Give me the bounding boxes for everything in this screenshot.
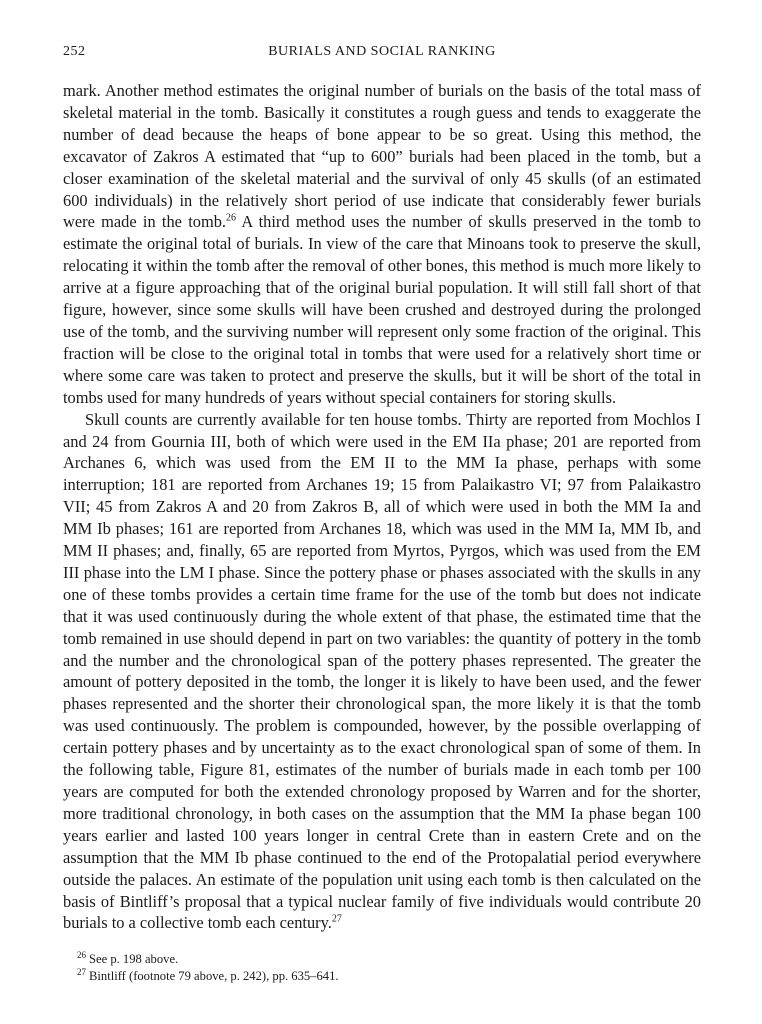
footnote-27	[77, 968, 701, 985]
paragraph-1	[63, 80, 701, 409]
body-text	[63, 80, 701, 934]
running-head	[63, 44, 701, 66]
paragraph-text: mark. Another method estimates the original number of burials on the basis of the total mass of skeletal material in the tomb. Basically it constitutes a rough guess and tends to exaggerate the number of dead because the heaps of bone appear to be so great. Using this method, the excavator of Zakros A estimated that “up to 600” burials had been placed in the tomb, but a closer examination of the skeletal material and the survival of only 45 skulls (of an estimated 600 individuals) in the relatively short period of use indicate that considerably fewer burials were made in the tomb.	[63, 81, 701, 232]
footnote-mark: 27	[77, 967, 86, 978]
page-number: 252	[63, 44, 86, 59]
footnote-ref-26: 26	[226, 212, 237, 224]
footnote-mark: 26	[77, 950, 86, 961]
running-title: BURIALS AND SOCIAL RANKING	[268, 44, 496, 59]
footnote-text: Bintliff (footnote 79 above, p. 242), pp. 635–641.	[89, 969, 339, 984]
paragraph-2	[63, 409, 701, 935]
footnotes	[63, 951, 701, 985]
page	[63, 44, 701, 985]
footnote-26	[77, 951, 701, 968]
footnote-text: See p. 198 above.	[89, 952, 179, 967]
paragraph-text: Skull counts are currently available for ten house tombs. Thirty are reported from Mochlos I and 24 from Gournia III, both of which were used in the EM IIa phase; 201 are reported from Archanes 6, which was used from the EM II to the MM Ia phase, perhaps with some interruption; 181 are reported from Archanes 19; 15 from Palaikastro VI; 97 from Palaikastro VII; 45 from Zakros A and 20 from Zakros B, all of which were used in both the MM Ia and MM Ib phases; 161 are reported from Archanes 18, which was used in the MM Ia, MM Ib, and MM II phases; and, finally, 65 are reported from Myrtos, Pyrgos, which was used from the EM III phase into the LM I phase. Since the pottery phase or phases associated with the skulls in any one of these tombs provides a certain time frame for the use of the tomb but does not indicate that it was used continuously during the whole extent of that phase, the estimated time that the tomb remained in use should depend in part on two variables: the quantity of pottery in the tomb and the number and the chronological span of the pottery phases represented. The greater the amount of pottery deposited in the tomb, the longer it is likely to have been used, and the fewer phases represented and the shorter their chronological span, the more likely it is that the tomb was used continuously. The problem is compounded, however, by the possible overlapping of certain pottery phases and by uncertainty as to the exact chronological span of some of them. In the following table, Figure 81, estimates of the number of burials made in each tomb per 100 years are computed for both the extended chronology proposed by Warren and for the shorter, more traditional chronology, in both cases on the assumption that the MM Ia phase began 100 years earlier and lasted 100 years longer in central Crete than in eastern Crete and on the assumption that the MM Ib phase continued to the end of the Protopalatial period everywhere outside the palaces. An estimate of the population unit using each tomb is then calculated on the basis of Bintliff’s proposal that a typical nuclear family of five individuals would contribute 20 burials to a collective tomb each century.	[63, 409, 701, 933]
footnote-ref-27: 27	[331, 913, 342, 925]
paragraph-text: A third method uses the number of skulls preserved in the tomb to estimate the original total of burials. In view of the care that Minoans took to preserve the skull, relocating it within the tomb after the removal of other bones, this method is much more likely to arrive at a figure approaching that of the original burial population. It will still fall short of that figure, however, since some skulls will have been crushed and destroyed during the prolonged use of the tomb, and the surviving number will represent only some fraction of the original. This fraction will be close to the original total in tombs that were used for a relatively short time or where some care was taken to protect and preserve the skulls, but it will be short of the total in tombs used for many hundreds of years without special containers for storing skulls.	[63, 212, 701, 407]
